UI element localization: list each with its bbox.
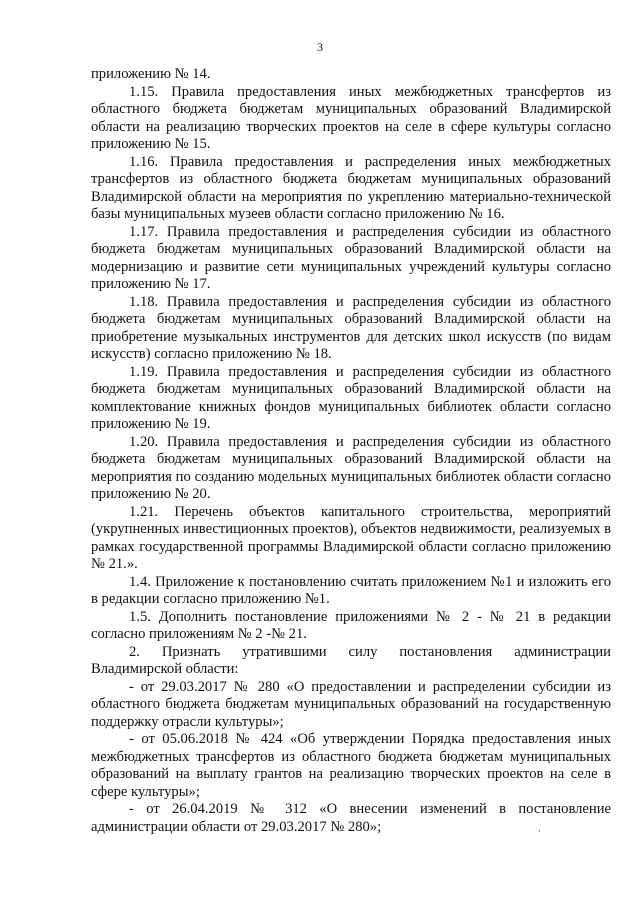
paragraph-1-16: 1.16. Правила предоставления и распределения иных межбюджетных трансфертов из областного бюджета бюджетам муниципальных образований Владимирской области на мероприятия по укреплению материально-технической базы муниципальных музеев области согласно приложению № 16. <box>91 153 611 222</box>
paragraph-2: 2. Признать утратившими силу постановления администрации Владимирской области: <box>91 643 611 677</box>
paragraph-1-20: 1.20. Правила предоставления и распределения субсидии из областного бюджета бюджетам муниципальных образований Владимирской области на мероприятия по созданию модельных муниципальных библиотек области согласно приложению № 20. <box>91 433 611 502</box>
paragraph-1-15: 1.15. Правила предоставления иных межбюджетных трансфертов из областного бюджета бюджетам муниципальных образований Владимирской области на реализацию творческих проектов на селе в сфере культуры согласно приложению № 15. <box>91 83 611 152</box>
scan-speck <box>539 830 540 832</box>
paragraph-1-4: 1.4. Приложение к постановлению считать приложением №1 и изложить его в редакции согласно приложению №1. <box>91 573 611 607</box>
paragraph-continuation: приложению № 14. <box>91 66 211 82</box>
document-body <box>91 66 611 836</box>
paragraph-1-18: 1.18. Правила предоставления и распределения субсидии из областного бюджета бюджетам муниципальных образований Владимирской области на приобретение музыкальных инструментов для детских школ искусств (по видам искусств) согласно приложению № 18. <box>91 293 611 362</box>
page-number: 3 <box>317 40 323 54</box>
paragraph-1-5: 1.5. Дополнить постановление приложениями № 2 - № 21 в редакции согласно приложениям № 2 -№ 21. <box>91 608 611 642</box>
paragraph-1-21: 1.21. Перечень объектов капитального строительства, мероприятий (укрупненных инвестиционных проектов), объектов недвижимости, реализуемых в рамках государственной программы Владимирской области согласно приложению № 21.». <box>91 503 611 572</box>
list-item-2019-312: - от 26.04.2019 № 312 «О внесении изменений в постановление администрации области от 29.03.2017 № 280»; <box>91 801 611 835</box>
paragraph-1-19: 1.19. Правила предоставления и распределения субсидии из областного бюджета бюджетам муниципальных образований Владимирской области на комплектование книжных фондов муниципальных библиотек области согласно приложению № 19. <box>91 363 611 432</box>
paragraph-1-17: 1.17. Правила предоставления и распределения субсидии из областного бюджета бюджетам муниципальных образований Владимирской области на модернизацию и развитие сети муниципальных учреждений культуры согласно приложению № 17. <box>91 223 611 292</box>
list-item-2018-424: - от 05.06.2018 № 424 «Об утверждении Порядка предоставления иных межбюджетных трансфертов из областного бюджета бюджетам муниципальных образований на выплату грантов на реализацию творческих проектов на селе в сфере культуры»; <box>91 731 611 800</box>
list-item-2017-280: - от 29.03.2017 № 280 «О предоставлении и распределении субсидии из областного бюджета бюджетам муниципальных образований на государственную поддержку отрасли культуры»; <box>91 678 611 730</box>
